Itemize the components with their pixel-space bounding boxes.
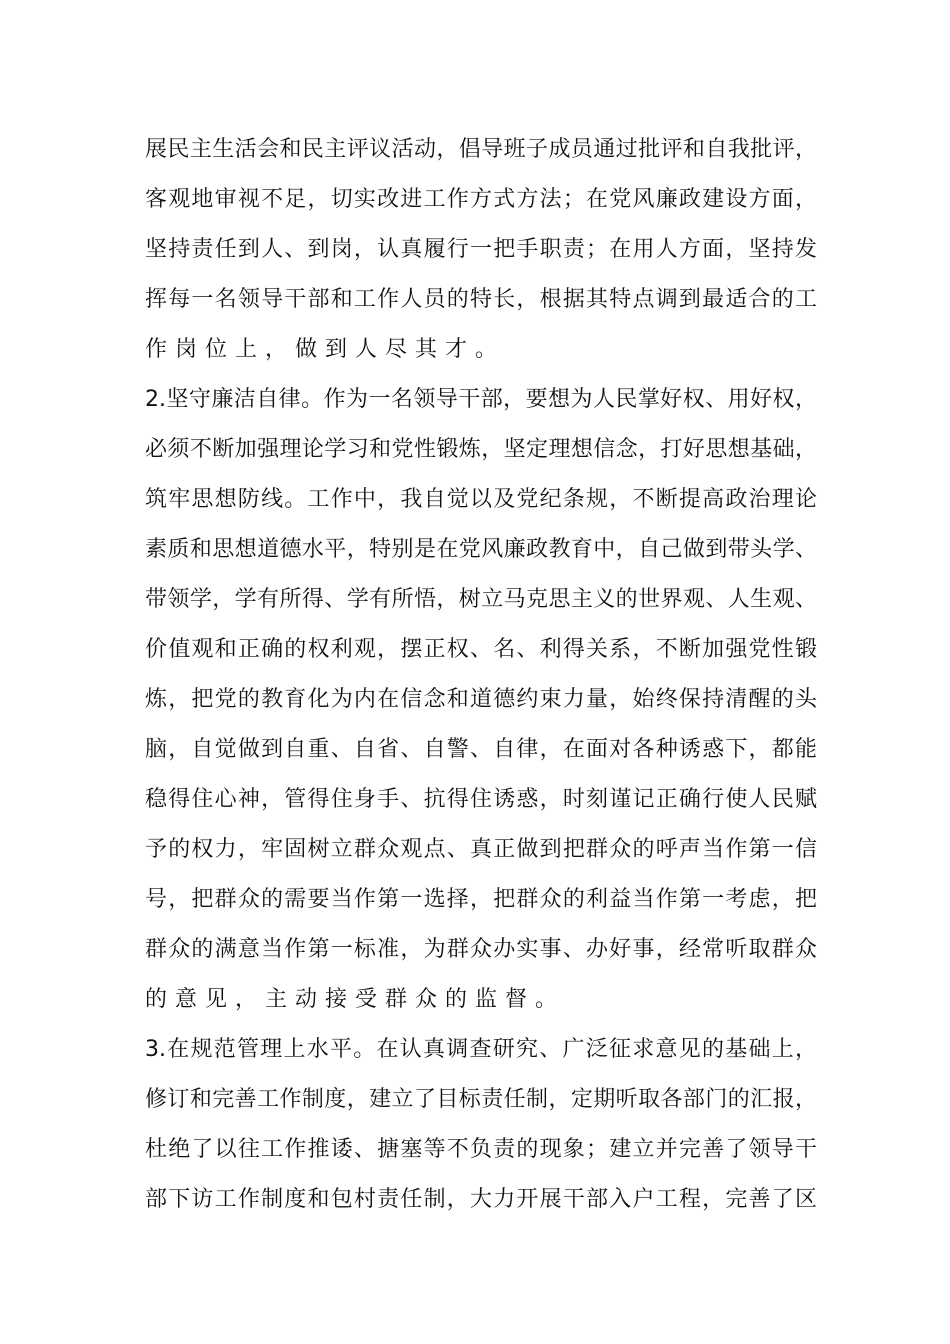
text-line: 的意见，主动接受群众的监督。 — [145, 987, 566, 1012]
text-line: 部下访工作制度和包村责任制，大力开展干部入户工程，完善了区 — [145, 1187, 817, 1212]
text-line: 修订和完善工作制度，建立了目标责任制，定期听取各部门的汇报， — [145, 1087, 817, 1112]
text-line: 作岗位上，做到人尽其才。 — [145, 337, 506, 362]
text-line: 炼，把党的教育化为内在信念和道德约束力量，始终保持清醒的头 — [145, 687, 817, 712]
text-line: 予的权力，牢固树立群众观点、真正做到把群众的呼声当作第一信 — [145, 837, 817, 862]
text-line: 群众的满意当作第一标准，为群众办实事、办好事，经常听取群众 — [145, 937, 817, 962]
text-line: 展民主生活会和民主评议活动，倡导班子成员通过批评和自我批评， — [145, 137, 817, 162]
text-line: 必须不断加强理论学习和党性锻炼，坚定理想信念，打好思想基础， — [145, 437, 817, 462]
text-line: 带领学，学有所得、学有所悟，树立马克思主义的世界观、人生观、 — [145, 587, 817, 612]
text-line: 杜绝了以往工作推诿、搪塞等不负责的现象；建立并完善了领导干 — [145, 1137, 817, 1162]
text-line: 坚持责任到人、到岗，认真履行一把手职责；在用人方面，坚持发 — [145, 237, 817, 262]
text-line: 挥每一名领导干部和工作人员的特长，根据其特点调到最适合的工 — [145, 287, 817, 312]
text-line: 稳得住心神，管得住身手、抗得住诱惑，时刻谨记正确行使人民赋 — [145, 787, 817, 812]
text-line: 脑，自觉做到自重、自省、自警、自律，在面对各种诱惑下，都能 — [145, 737, 817, 762]
paragraph-heading-line: 3.在规范管理上水平。在认真调查研究、广泛征求意见的基础上， — [145, 1037, 817, 1062]
text-line: 筑牢思想防线。工作中，我自觉以及党纪条规，不断提高政治理论 — [145, 487, 817, 512]
text-line: 客观地审视不足，切实改进工作方式方法；在党风廉政建设方面， — [145, 187, 817, 212]
text-line: 价值观和正确的权利观，摆正权、名、利得关系，不断加强党性锻 — [145, 637, 817, 662]
paragraph-heading-line: 2.坚守廉洁自律。作为一名领导干部，要想为人民掌好权、用好权， — [145, 387, 817, 412]
text-line: 号，把群众的需要当作第一选择，把群众的利益当作第一考虑，把 — [145, 887, 817, 912]
text-line: 素质和思想道德水平，特别是在党风廉政教育中，自己做到带头学、 — [145, 537, 817, 562]
